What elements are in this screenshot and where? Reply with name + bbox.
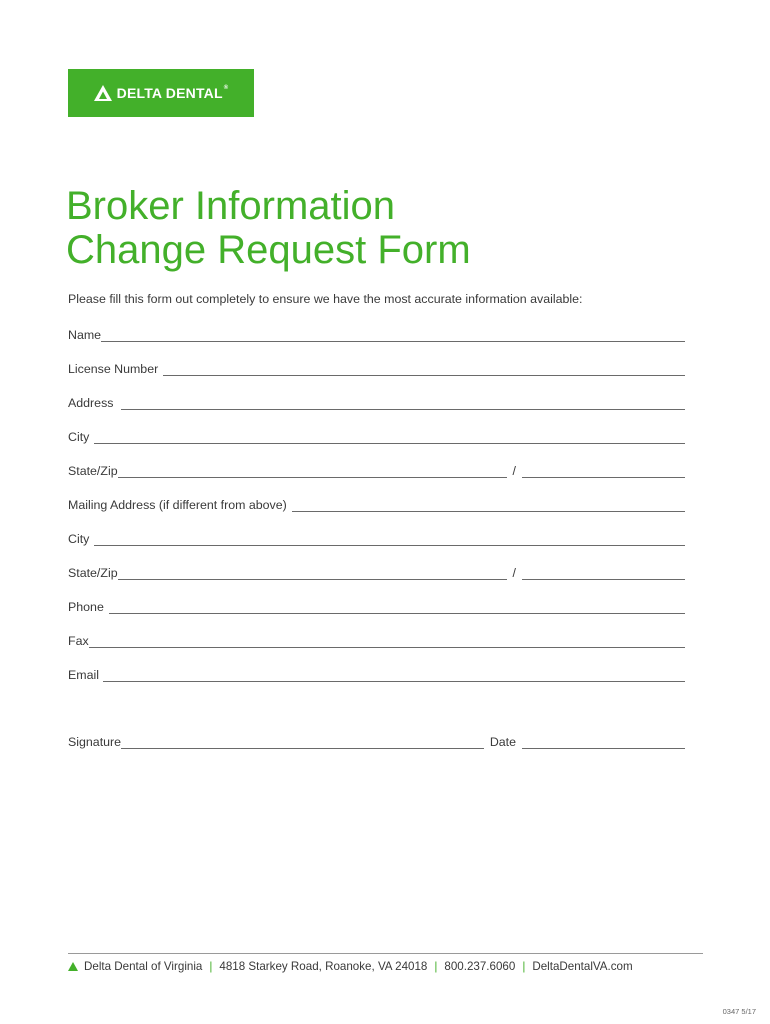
zip-field[interactable] <box>522 465 685 478</box>
signature-row <box>68 733 685 749</box>
license-number-label: License Number <box>68 362 159 376</box>
email-row <box>68 666 685 682</box>
address-row <box>68 394 685 410</box>
mailing-address-field[interactable] <box>292 499 685 512</box>
mailing-state-field[interactable] <box>118 567 507 580</box>
phone-row <box>68 598 685 614</box>
mailing-city-field[interactable] <box>94 533 685 546</box>
title-line-1: Broker Information <box>66 184 396 228</box>
page-title <box>66 184 471 272</box>
city-row <box>68 428 685 444</box>
mailing-city-label: City <box>68 532 90 546</box>
footer-org: Delta Dental of Virginia <box>84 960 203 973</box>
mailing-zip-field[interactable] <box>522 567 685 580</box>
footer-separator: | <box>209 960 213 973</box>
phone-label: Phone <box>68 600 104 614</box>
title-line-2: Change Request Form <box>66 228 471 272</box>
mailing-address-row <box>68 496 685 512</box>
name-label: Name <box>68 328 102 342</box>
state-zip-label: State/Zip <box>68 464 118 478</box>
footer <box>68 960 633 973</box>
phone-field[interactable] <box>109 601 685 614</box>
mailing-city-row <box>68 530 685 546</box>
mailing-address-label: Mailing Address (if different from above) <box>68 498 287 512</box>
mailing-state-zip-label: State/Zip <box>68 566 118 580</box>
address-field[interactable] <box>121 397 685 410</box>
address-label: Address <box>68 396 114 410</box>
name-field[interactable] <box>101 329 685 342</box>
slash-separator: / <box>512 566 516 580</box>
footer-website: DeltaDentalVA.com <box>532 960 633 973</box>
date-label: Date <box>489 735 516 749</box>
city-field[interactable] <box>94 431 685 444</box>
signature-label: Signature <box>68 735 122 749</box>
footer-separator: | <box>434 960 438 973</box>
date-field[interactable] <box>522 736 685 749</box>
triangle-icon <box>68 962 78 971</box>
footer-separator: | <box>522 960 526 973</box>
delta-triangle-icon <box>94 85 112 101</box>
form-instructions: Please fill this form out completely to ensure we have the most accurate information available: <box>68 292 583 306</box>
license-row <box>68 360 685 376</box>
email-label: Email <box>68 668 99 682</box>
footer-address: 4818 Starkey Road, Roanoke, VA 24018 <box>219 960 428 973</box>
email-field[interactable] <box>103 669 685 682</box>
state-zip-row <box>68 462 685 478</box>
fax-label: Fax <box>68 634 89 648</box>
footer-divider <box>68 953 703 954</box>
logo-text: DELTA DENTAL® <box>116 85 229 101</box>
slash-separator: / <box>512 464 516 478</box>
footer-phone: 800.237.6060 <box>444 960 516 973</box>
signature-field[interactable] <box>121 736 484 749</box>
city-label: City <box>68 430 90 444</box>
fax-row <box>68 632 685 648</box>
mailing-state-zip-row <box>68 564 685 580</box>
form-code: 0347 5/17 <box>722 1007 756 1016</box>
delta-dental-logo <box>68 69 254 117</box>
fax-field[interactable] <box>89 635 685 648</box>
name-row <box>68 326 685 342</box>
license-number-field[interactable] <box>163 363 685 376</box>
state-field[interactable] <box>118 465 507 478</box>
